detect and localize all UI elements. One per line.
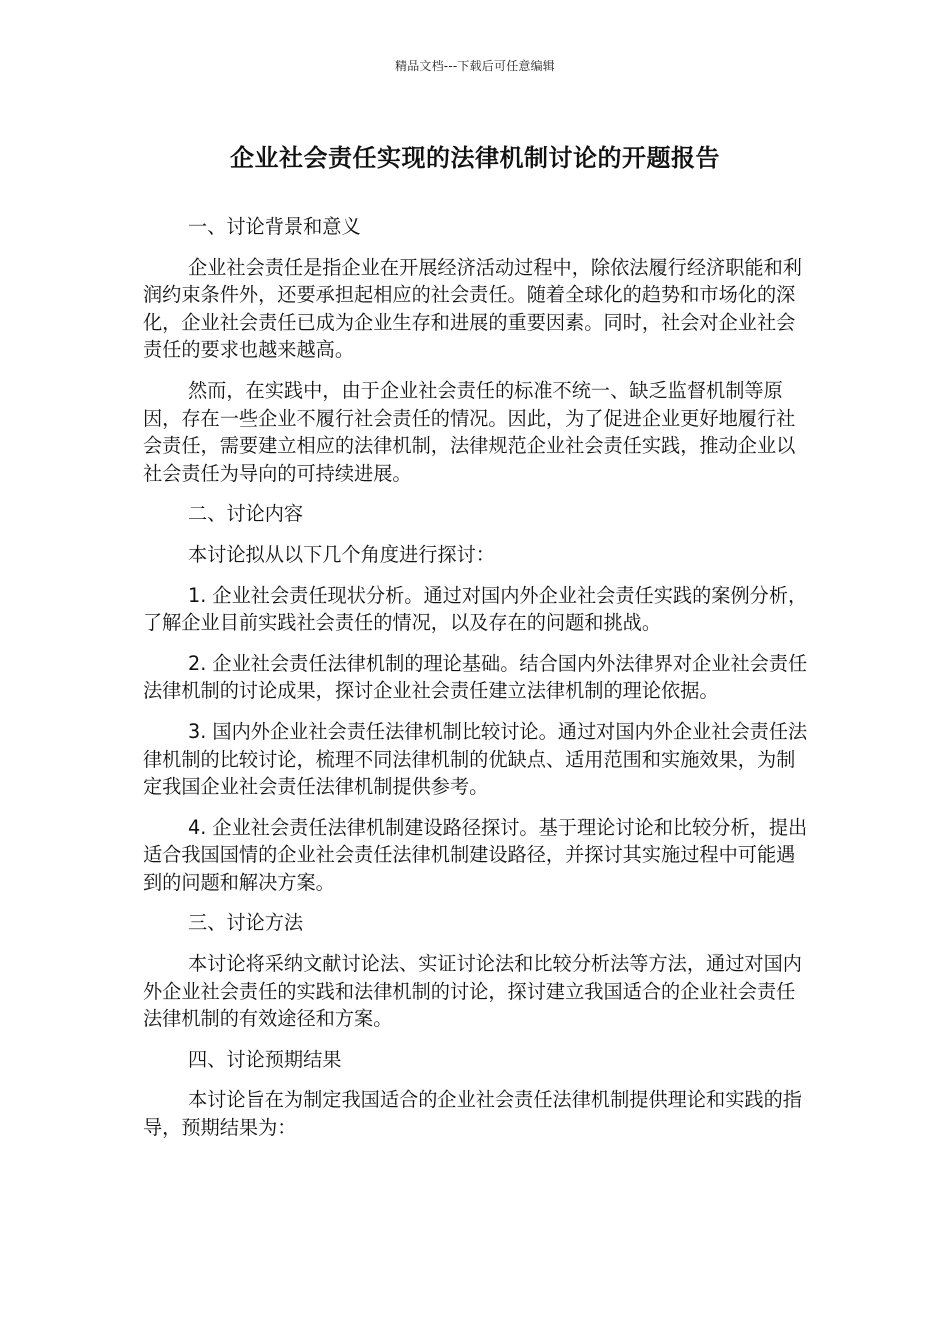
section-heading-background: 一、讨论背景和意义 [188, 215, 361, 238]
paragraph: 本讨论旨在为制定我国适合的企业社会责任法律机制提供理论和实践的指导，预期结果为： [143, 1088, 802, 1140]
section-heading-methods: 三、讨论方法 [188, 911, 304, 935]
document-body [143, 213, 808, 1155]
section-heading-content: 二、讨论内容 [188, 502, 304, 526]
header-note: 精品文档---下载后可任意编辑 [395, 59, 555, 73]
list-item: 2. 企业社会责任法律机制的理论基础。结合国内外法律界对企业社会责任法律机制的讨论成果，探讨企业社会责任建立法律机制的理论依据。 [143, 651, 808, 703]
paragraph: 然而，在实践中，由于企业社会责任的标准不统一、缺乏监督机制等原因，存在一些企业不履行社会责任的情况。因此，为了促进企业更好地履行社会责任，需要建立相应的法律机制，法律规范企业社会责任实践，推动企业以社会责任为导向的可持续进展。 [143, 378, 796, 485]
section-heading-expected-results: 四、讨论预期结果 [188, 1047, 342, 1071]
list-item: 1. 企业社会责任现状分析。通过对国内外企业社会责任实践的案例分析，了解企业目前实践社会责任的情况，以及存在的问题和挑战。 [143, 583, 808, 635]
document-title: 企业社会责任实现的法律机制讨论的开题报告 [230, 144, 720, 172]
paragraph: 企业社会责任是指企业在开展经济活动过程中，除依法履行经济职能和利润约束条件外，还要承担起相应的社会责任。随着全球化的趋势和市场化的深化，企业社会责任已成为企业生存和进展的重要因素。同时，社会对企业社会责任的要求也越来越高。 [143, 255, 802, 362]
paragraph: 本讨论将采纳文献讨论法、实证讨论法和比较分析法等方法，通过对国内外企业社会责任的实践和法律机制的讨论，探讨建立我国适合的企业社会责任法律机制的有效途径和方案。 [143, 952, 802, 1031]
list-item: 4. 企业社会责任法律机制建设路径探讨。基于理论讨论和比较分析，提出适合我国国情的企业社会责任法律机制建设路径，并探讨其实施过程中可能遇到的问题和解决方案。 [143, 815, 808, 894]
list-item: 3. 国内外企业社会责任法律机制比较讨论。通过对国内外企业社会责任法律机制的比较讨论，梳理不同法律机制的优缺点、适用范围和实施效果，为制定我国企业社会责任法律机制提供参考。 [143, 719, 808, 799]
paragraph: 本讨论拟从以下几个角度进行探讨： [188, 542, 495, 566]
